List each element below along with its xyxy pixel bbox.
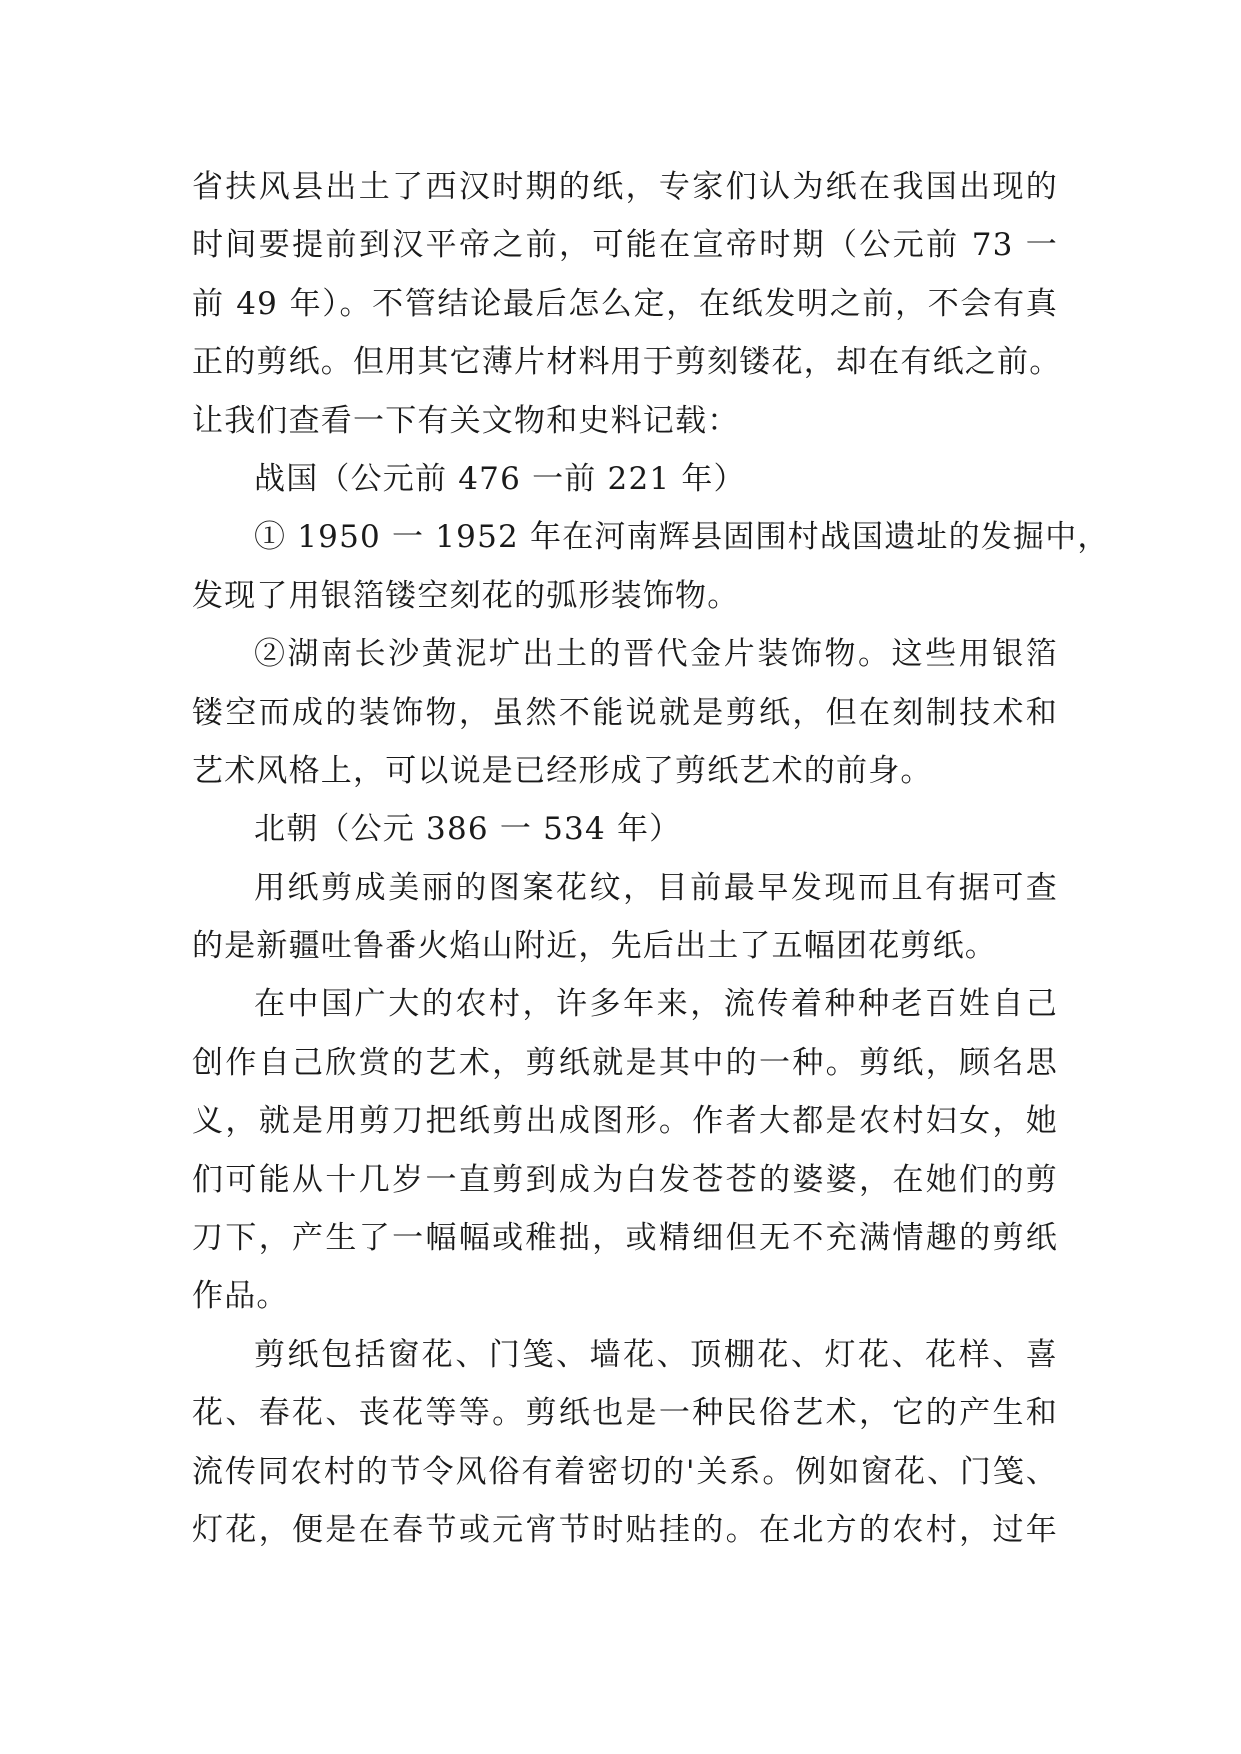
text-line: 用纸剪成美丽的图案花纹，目前最早发现而且有据可查	[254, 869, 1058, 906]
text-line: 流传同农村的节令风俗有着密切的'关系。例如窗花、门笺、	[192, 1453, 1058, 1490]
text-line: 艺术风格上，可以说是已经形成了剪纸艺术的前身。	[192, 752, 933, 789]
text-line: 们可能从十几岁一直剪到成为白发苍苍的婆婆，在她们的剪	[192, 1161, 1058, 1198]
text-line: 的是新疆吐鲁番火焰山附近，先后出土了五幅团花剪纸。	[192, 928, 997, 965]
body-text	[192, 158, 1110, 1559]
text-line: 战国（公元前 476 一前 221 年）	[254, 460, 746, 497]
text-line: 镂空而成的装饰物，虽然不能说就是剪纸，但在刻制技术和	[192, 694, 1058, 731]
text-line: 发现了用银箔镂空刻花的弧形装饰物。	[192, 577, 740, 614]
text-line: 正的剪纸。但用其它薄片材料用于剪刻镂花，却在有纸之前。	[192, 344, 1062, 381]
text-line: 创作自己欣赏的艺术，剪纸就是其中的一种。剪纸，顾名思	[192, 1044, 1058, 1081]
text-line: 北朝（公元 386 一 534 年）	[254, 811, 682, 848]
text-line: 在中国广大的农村，许多年来，流传着种种老百姓自己	[254, 986, 1058, 1023]
text-line: 剪纸包括窗花、门笺、墙花、顶棚花、灯花、花样、喜	[254, 1336, 1058, 1373]
text-line: 作品。	[192, 1278, 289, 1315]
text-line: 让我们查看一下有关文物和史料记载：	[192, 402, 740, 439]
text-line: ① 1950 一 1952 年在河南辉县固围村战国遗址的发掘中，	[254, 519, 1110, 556]
text-line: 省扶风县出土了西汉时期的纸，专家们认为纸在我国出现的	[192, 169, 1058, 205]
text-line: 刀下，产生了一幅幅或稚拙，或精细但无不充满情趣的剪纸	[192, 1220, 1058, 1257]
text-line: 花、春花、丧花等等。剪纸也是一种民俗艺术，它的产生和	[192, 1395, 1058, 1432]
text-line: 时间要提前到汉平帝之前，可能在宣帝时期（公元前 73 一	[192, 227, 1058, 264]
text-line: 灯花，便是在春节或元宵节时贴挂的。在北方的农村，过年	[192, 1511, 1058, 1548]
text-line: 义，就是用剪刀把纸剪出成图形。作者大都是农村妇女，她	[192, 1103, 1058, 1140]
text-line: ②湖南长沙黄泥圹出土的晋代金片装饰物。这些用银箔	[254, 636, 1058, 673]
text-line: 前 49 年）。不管结论最后怎么定，在纸发明之前，不会有真	[192, 285, 1058, 322]
